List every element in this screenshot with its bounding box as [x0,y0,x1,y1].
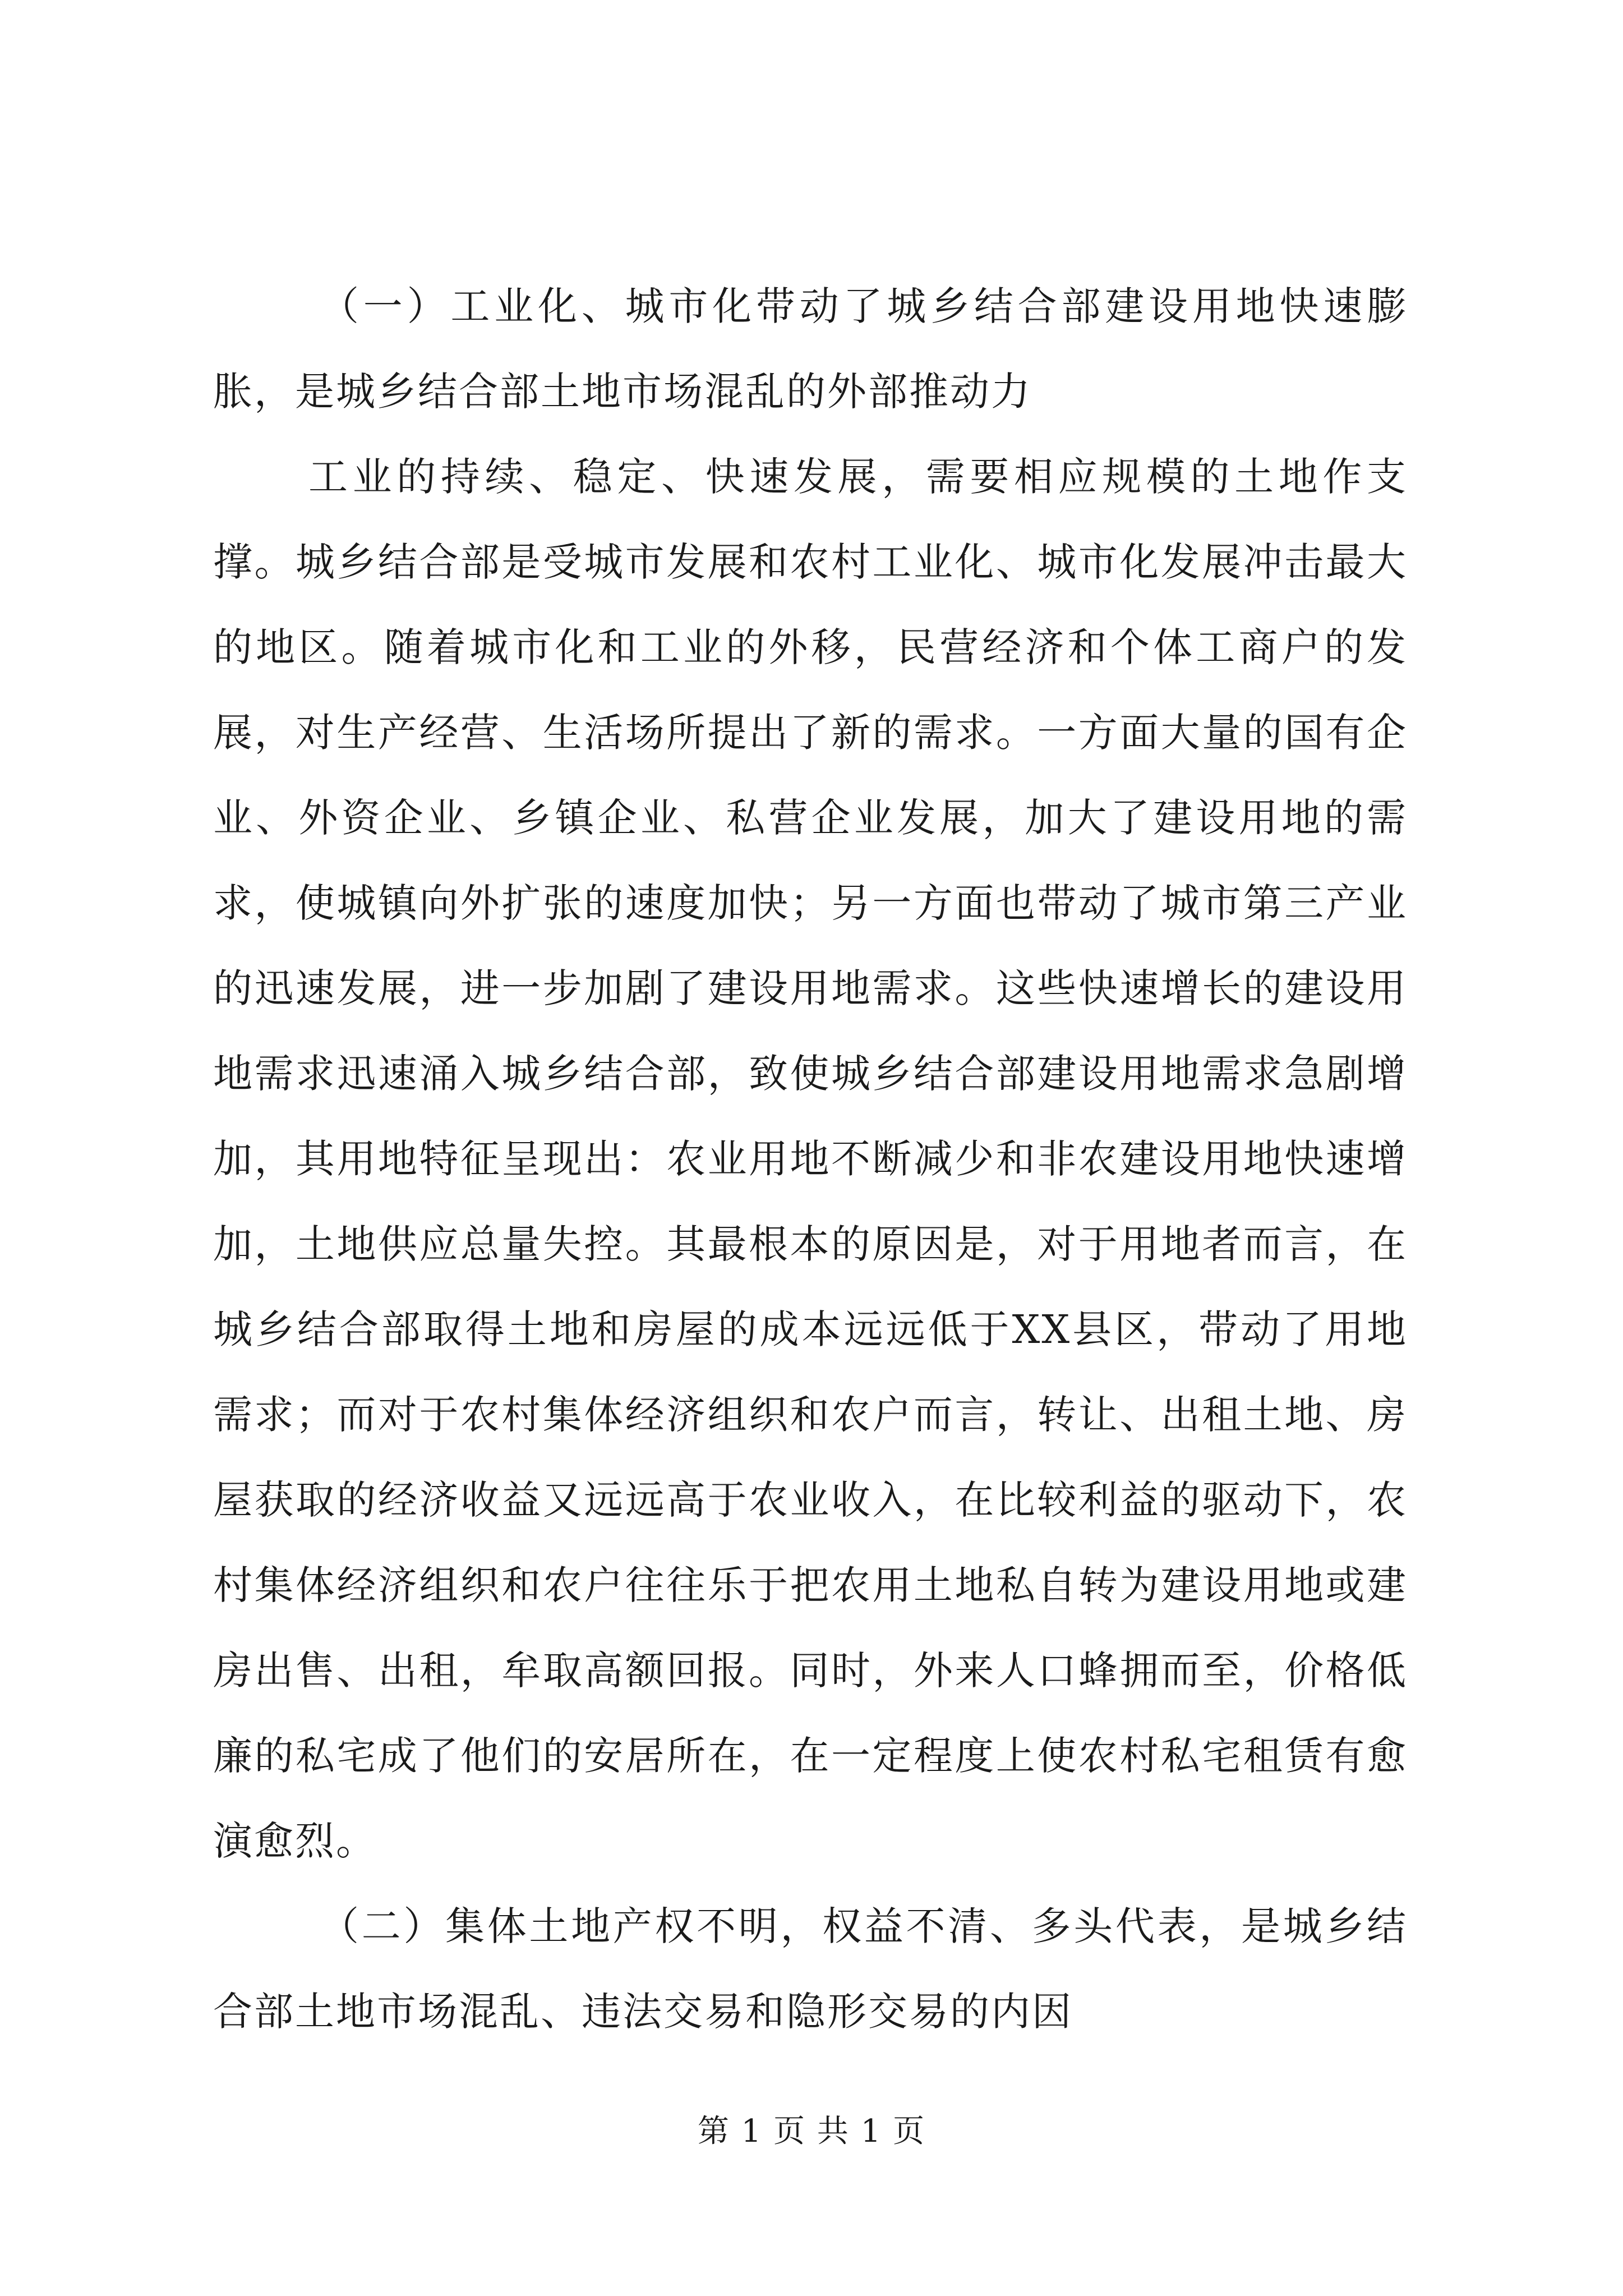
body-paragraph-1: 工业的持续、稳定、快速发展，需要相应规模的土地作支撑。城乡结合部是受城市发展和农村工业化、城市化发展冲击最大的地区。随着城市化和工业的外移，民营经济和个体工商户的发展，对生产经营、生活场所提出了新的需求。一方面大量的国有企业、外资企业、乡镇企业、私营企业发展，加大了建设用地的需求，使城镇向外扩张的速度加快；另一方面也带动了城市第三产业的迅速发展，进一步加剧了建设用地需求。这些快速增长的建设用地需求迅速涌入城乡结合部，致使城乡结合部建设用地需求急剧增加，其用地特征呈现出：农业用地不断减少和非农建设用地快速增加，土地供应总量失控。其最根本的原因是，对于用地者而言，在城乡结合部取得土地和房屋的成本远远低于XX县区，带动了用地需求；而对于农村集体经济组织和农户而言，转让、出租土地、房屋获取的经济收益又远远高于农业收入，在比较利益的驱动下，农村集体经济组织和农户往往乐于把农用土地私自转为建设用地或建房出售、出租，牟取高额回报。同时，外来人口蜂拥而至，价格低廉的私宅成了他们的安居所在，在一定程度上使农村私宅租赁有愈演愈烈。 [213,454,1408,1864]
section-heading-2: （二）集体土地产权不明，权益不清、多头代表，是城乡结合部土地市场混乱、违法交易和隐形交易的内因 [213,1903,1408,2035]
section-heading-1: （一）工业化、城市化带动了城乡结合部建设用地快速膨胀，是城乡结合部土地市场混乱的外部推动力 [213,283,1408,415]
page-footer: 第 1 页 共 1 页 [697,2113,926,2150]
document-body [213,264,1408,2054]
